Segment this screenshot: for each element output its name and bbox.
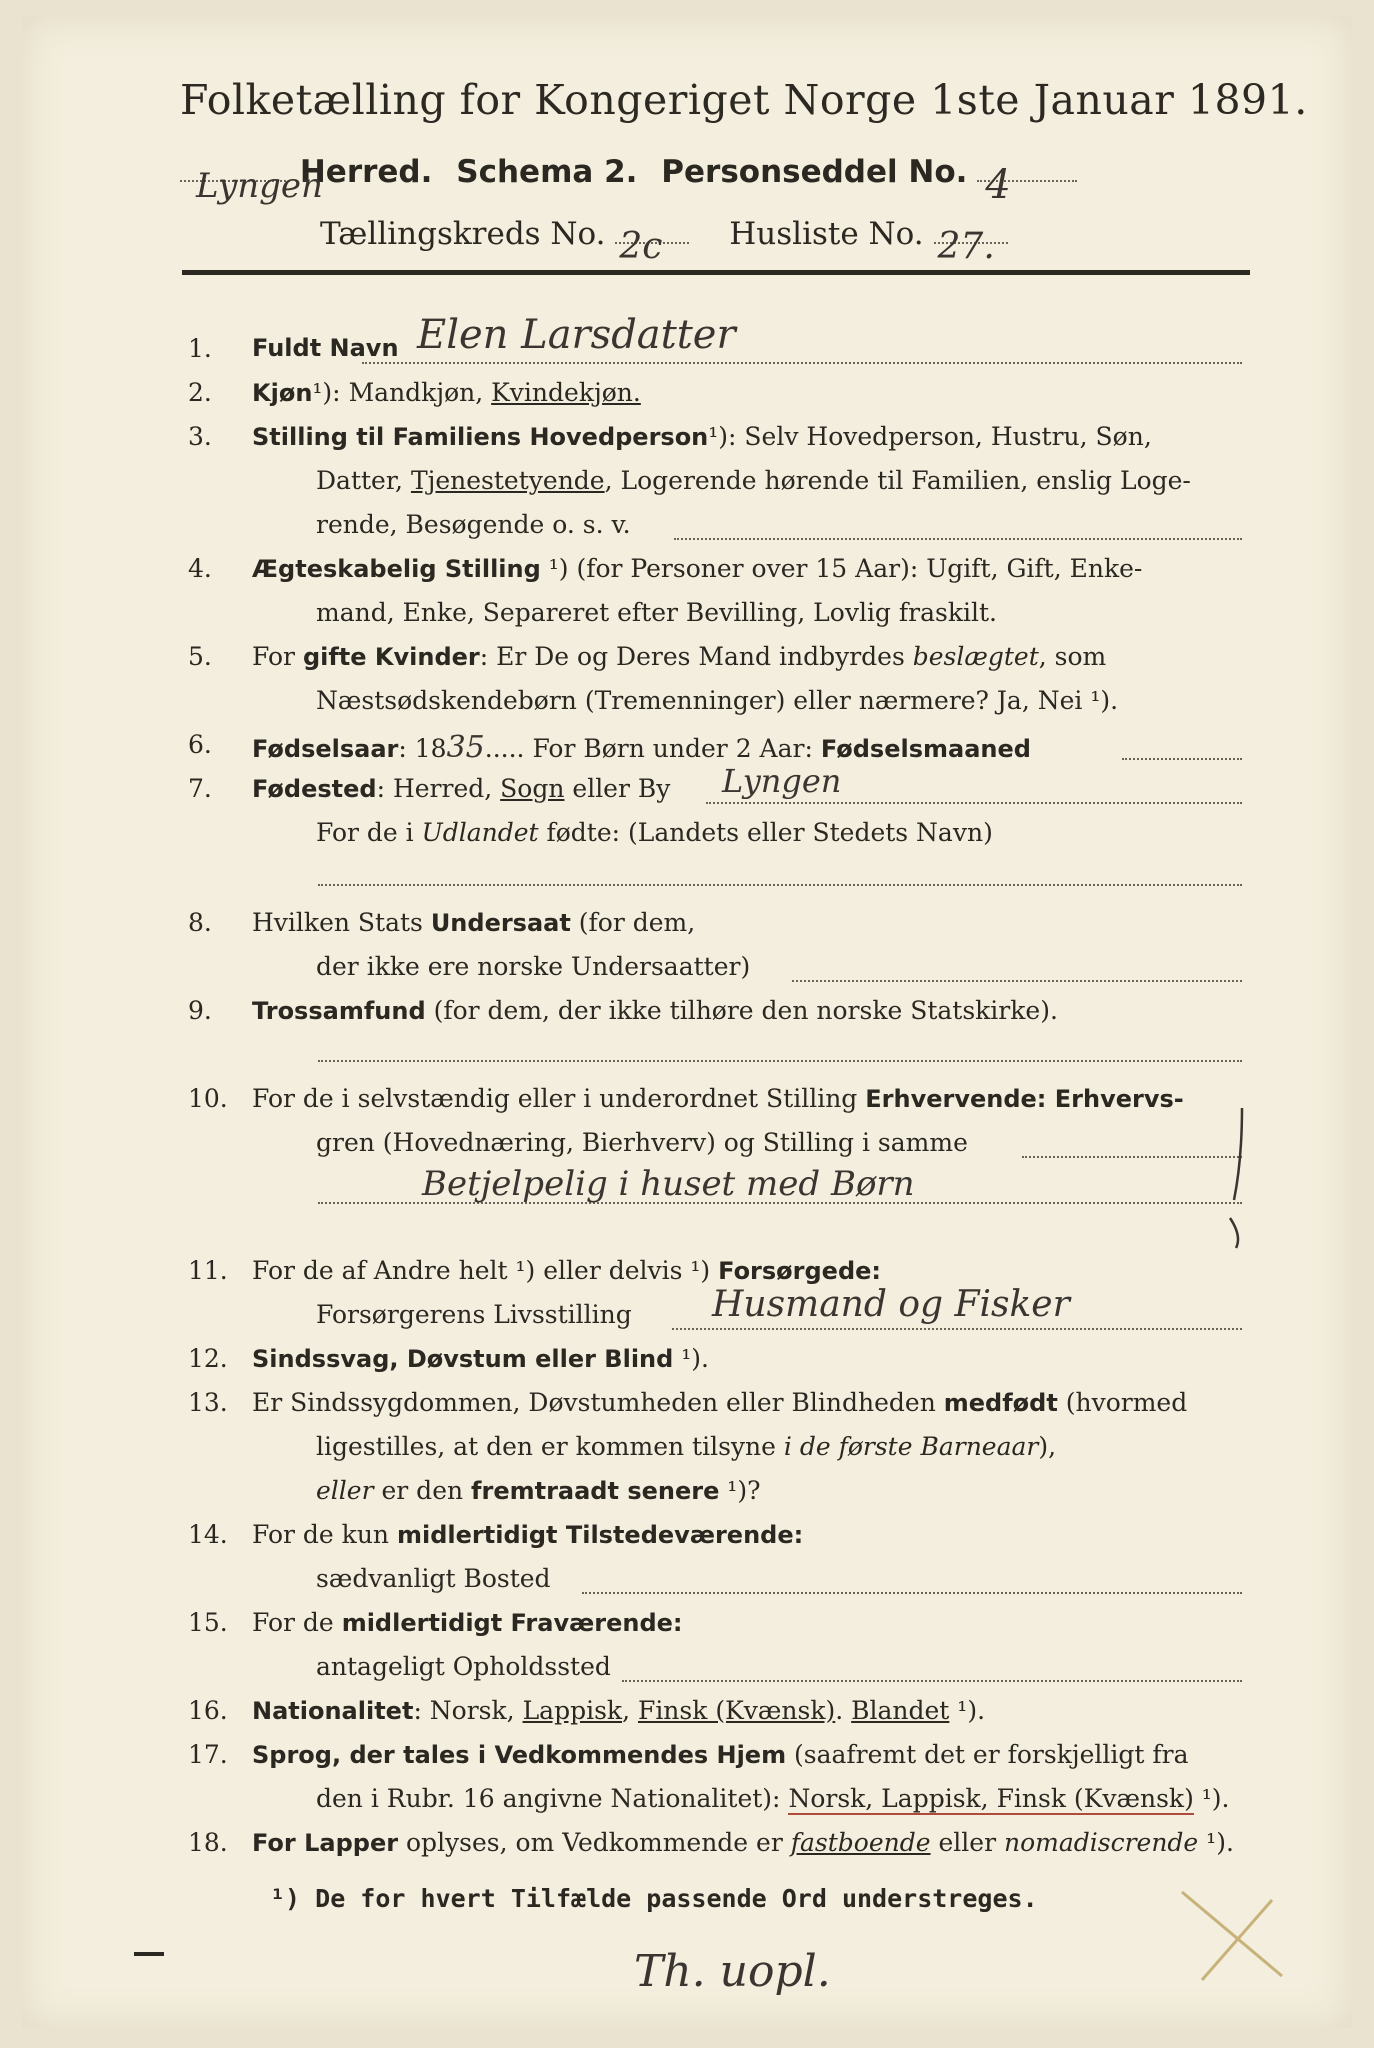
- signature-handwritten: Th. uopl.: [634, 1946, 831, 1997]
- personseddel-label: Personseddel No.: [661, 154, 968, 190]
- tjenestetyende-underlined: Tjenestetyende: [410, 466, 605, 495]
- herred-label: Herred.: [299, 154, 433, 190]
- form-title: Folketælling for Kongeriget Norge 1ste Januar 1891.: [180, 76, 1308, 124]
- pencil-cross-mark: [1172, 1880, 1302, 1990]
- husliste-number: 27.: [937, 226, 995, 267]
- census-form-sheet: Folketælling for Kongeriget Norge 1ste Januar 1891. Lyngen Herred. Schema 2. Personseddel No. 4 Tællingskreds No. 2c Husliste No. 27. 1. Fuldt Navn Elen Larsdatter 2. Kjøn¹): Mandkjøn, Kvindekjøn. 3. Stilling til Familiens Hovedperson¹): Selv Hovedperson, Hustru, Søn, Datter, Tjenestetyende, Logerende hørende til Familien, enslig Loge- rende, Besøgende o. s. v. 4. Ægteskabelig Stilling ¹) (for Personer over 15 Aar): Ugift, Gift, Enke- mand, Enke, Separeret efter Bevilling, Lovlig fraskilt. 5. For gifte Kvinder: Er De og Deres Mand indbyrdes beslægtet, som Næstsødskendebørn (Tremenninger) eller nærmere? Ja, Nei ¹). 6. Fødselsaar: 1835..... For Børn under 2 Aar: Fødselsmaaned 7. Fødested: Herred, Sogn eller By Lyngen For de i Udlandet fødte: (Landets eller Stedets Navn) 8. Hvilken Stats Undersaat (for dem, der ikke ere norske Undersaatter) 9. Trossamfund (for dem, der ikke tilhøre den norske Statskirke). 10. For de i selvstændig eller i underordnet Stilling Erhvervende: Erhvervs- gren (Hovednæring, Bierhverv) og Stilling i samme Betjelpelig i huset med Børn 11. For de af Andre helt ¹) eller delvis ¹) Forsørgede: Forsørgerens Livsstilling Husmand og Fisker 12. Sindssvag, Døvstum eller Blind ¹). 13. Er Sindssygdommen, Døvstumheden eller Blindheden medfødt (hvormed ligestilles, at den er kommen tilsyne i de første Barneaar), eller er den fremtraadt senere ¹)? 14. For de kun midlertidigt Tilstedeværende: sædvanligt Bosted 15. For de midlertidigt Fraværende: antageligt Opholdssted 16. Nationalitet: Norsk, Lappisk, Finsk (Kvænsk). Blandet ¹). 17. Sprog, der tales i Vedkommendes Hjem (saafremt det er forskjelligt fra den i Rubr. 16 angivne Nationalitet): Norsk, Lappisk, Finsk (Kvænsk) ¹). 18. For Lapper oplyses, om Vedkommende er fastboende eller nomadiscrende ¹). ¹) De for hvert Tilfælde passende Ord understreges. Th. uopl.: [22, 16, 1352, 2028]
- sogn-underlined: Sogn: [500, 774, 565, 803]
- footnote: ¹) De for hvert Tilfælde passende Ord understreges.: [270, 1884, 1038, 1913]
- kvindekjon-underlined: Kvindekjøn.: [491, 378, 641, 407]
- herred-handwritten: Lyngen: [196, 166, 323, 206]
- herred-line: [180, 154, 1077, 208]
- occupation-handwritten: Betjelpelig i huset med Børn: [422, 1164, 915, 1204]
- personseddel-number: 4: [985, 162, 1011, 208]
- language-options-underlined: Norsk, Lappisk, Finsk (Kvænsk): [788, 1784, 1194, 1813]
- taellingskreds-number: 2c: [619, 226, 663, 267]
- margin-tick-mark: [1212, 1100, 1272, 1250]
- kreds-line: [320, 216, 1008, 267]
- birth-year-handwritten: 35: [446, 730, 485, 765]
- schema-label: Schema 2.: [456, 154, 638, 190]
- margin-dash: [134, 1952, 164, 1956]
- header-rule: [182, 270, 1250, 275]
- birthplace-handwritten: Lyngen: [722, 762, 842, 800]
- fastboende-underlined: fastboende: [790, 1828, 931, 1857]
- husliste-label: Husliste No.: [729, 216, 924, 252]
- taellingskreds-label: Tællingskreds No.: [320, 216, 606, 252]
- provider-occupation-handwritten: Husmand og Fisker: [712, 1284, 1070, 1325]
- full-name-handwritten: Elen Larsdatter: [417, 312, 736, 358]
